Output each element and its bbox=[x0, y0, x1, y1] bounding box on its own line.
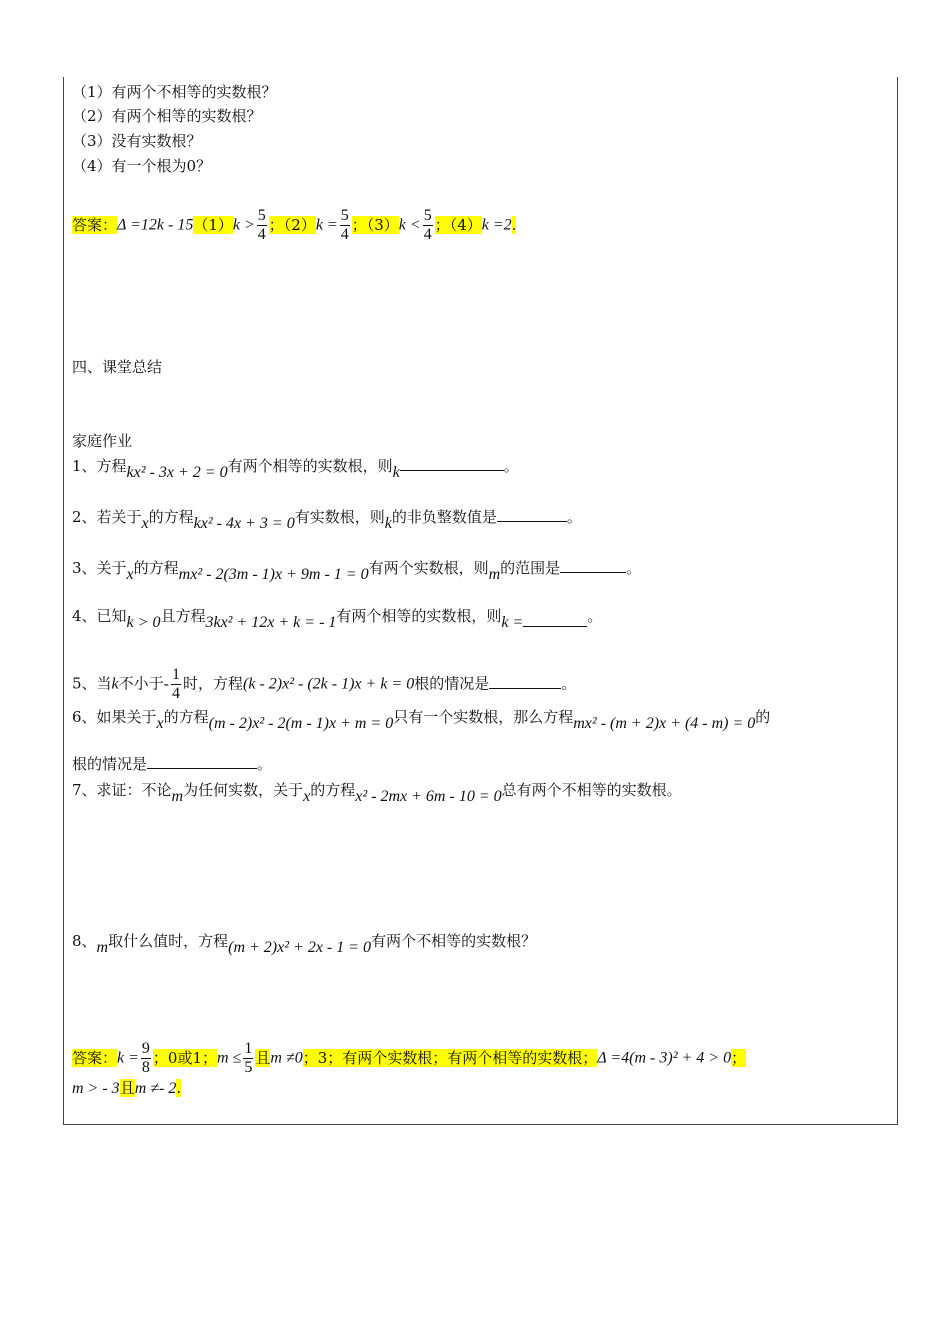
delta-expression: Δ =12k - 15 bbox=[117, 216, 194, 234]
homework-6-line-2: 根的情况是 。 bbox=[72, 755, 273, 773]
homework-7: 7、求证：不论m为任何实数，关于x的方程x² - 2mx + 6m - 10 = 0总有两个不相等的实数根。 bbox=[72, 781, 682, 805]
delta-expression: Δ =4(m - 3)² + 4 > 0 bbox=[597, 1049, 732, 1067]
answer-blank[interactable] bbox=[560, 558, 626, 573]
part-3-label: ；（3） bbox=[351, 215, 399, 234]
part-4-expr: k =2 bbox=[481, 216, 512, 234]
fraction: $\frac{5}{4}$ bbox=[257, 207, 266, 243]
homework-1: 1、方程kx² - 3x + 2 = 0有两个相等的实数根，则k 。 bbox=[72, 457, 519, 481]
question-3: （3）没有实数根？ bbox=[72, 132, 202, 150]
part-4-label: ；（4） bbox=[434, 215, 482, 234]
answer-blank[interactable] bbox=[400, 456, 504, 471]
fraction: $\frac{1}{4}$ bbox=[172, 666, 180, 702]
fraction: $\frac{1}{5}$ bbox=[244, 1040, 253, 1076]
equation: x² - 2mx + 6m - 10 = 0 bbox=[355, 788, 502, 805]
equation: (k - 2)x² - (2k - 1)x + k = 0 bbox=[243, 675, 415, 693]
homework-title: 家庭作业 bbox=[72, 432, 133, 450]
part-1-label: （1） bbox=[193, 215, 233, 234]
equation: kx² - 4x + 3 = 0 bbox=[193, 515, 295, 532]
equation-1: (m - 2)x² - 2(m - 1)x + m = 0 bbox=[208, 715, 394, 732]
part-2-expr: k = bbox=[315, 216, 338, 234]
homework-6: 6、如果关于x的方程(m - 2)x² - 2(m - 1)x + m = 0只有一个实数根，那么方程mx² - (m + 2)x + (4 - m) = 0的 bbox=[72, 708, 771, 732]
fraction: $\frac{5}{4}$ bbox=[423, 207, 432, 243]
fraction: $\frac{5}{4}$ bbox=[340, 207, 349, 243]
answer-label: 答案： bbox=[72, 1048, 118, 1067]
answer-label: 答案： bbox=[72, 215, 118, 234]
answer-blank[interactable] bbox=[497, 507, 567, 522]
question-4: （4）有一个根为0？ bbox=[72, 157, 212, 175]
equation-2: mx² - (m + 2)x + (4 - m) = 0 bbox=[573, 715, 756, 732]
section-4-title: 四、课堂总结 bbox=[72, 358, 163, 376]
homework-4: 4、已知k > 0且方程3kx² + 12x + k = - 1有两个相等的实数根，则k = 。 bbox=[72, 607, 603, 631]
question-2: （2）有两个相等的实数根？ bbox=[72, 107, 262, 125]
part-2-label: ；（2） bbox=[268, 215, 316, 234]
end-mark: . bbox=[511, 215, 517, 234]
equation: (m + 2)x² + 2x - 1 = 0 bbox=[228, 939, 372, 956]
answer-blank[interactable] bbox=[523, 612, 587, 627]
equation: 3kx² + 12x + k = - 1 bbox=[205, 614, 337, 631]
question-1: （1）有两个不相等的实数根？ bbox=[72, 83, 277, 101]
homework-5: 5、当k不小于- $\frac{1}{4}$ 时，方程(k - 2)x² - (2k - 1)x + k = 0根的情况是 。 bbox=[72, 666, 577, 702]
answer-2-line: 答案：k = $\frac{9}{8}$ ；0或1；m ≤ $\frac{1}{5}$ 且m ≠0；3；有两个实数根；有两个相等的实数根；Δ =4(m - 3)² + 4 > 0； bbox=[72, 1040, 747, 1076]
equation: mx² - 2(3m - 1)x + 9m - 1 = 0 bbox=[178, 566, 369, 583]
homework-2: 2、若关于x的方程kx² - 4x + 3 = 0有实数根，则k的非负整数值是 。 bbox=[72, 508, 582, 532]
homework-3: 3、关于x的方程mx² - 2(3m - 1)x + 9m - 1 = 0有两个实数根，则m的范围是 。 bbox=[72, 559, 642, 583]
homework-8: 8、m取什么值时，方程(m + 2)x² + 2x - 1 = 0有两个不相等的实数根？ bbox=[72, 932, 537, 956]
answer-2-line-2: m > - 3且m ≠- 2. bbox=[72, 1079, 182, 1097]
answer-1-line bbox=[72, 207, 516, 244]
answer-blank[interactable] bbox=[147, 754, 257, 769]
part-1-expr: k > bbox=[232, 216, 255, 234]
answer-blank[interactable] bbox=[489, 674, 561, 689]
part-3-expr: k < bbox=[398, 216, 421, 234]
fraction: $\frac{9}{8}$ bbox=[141, 1040, 150, 1076]
equation: kx² - 3x + 2 = 0 bbox=[126, 464, 228, 481]
